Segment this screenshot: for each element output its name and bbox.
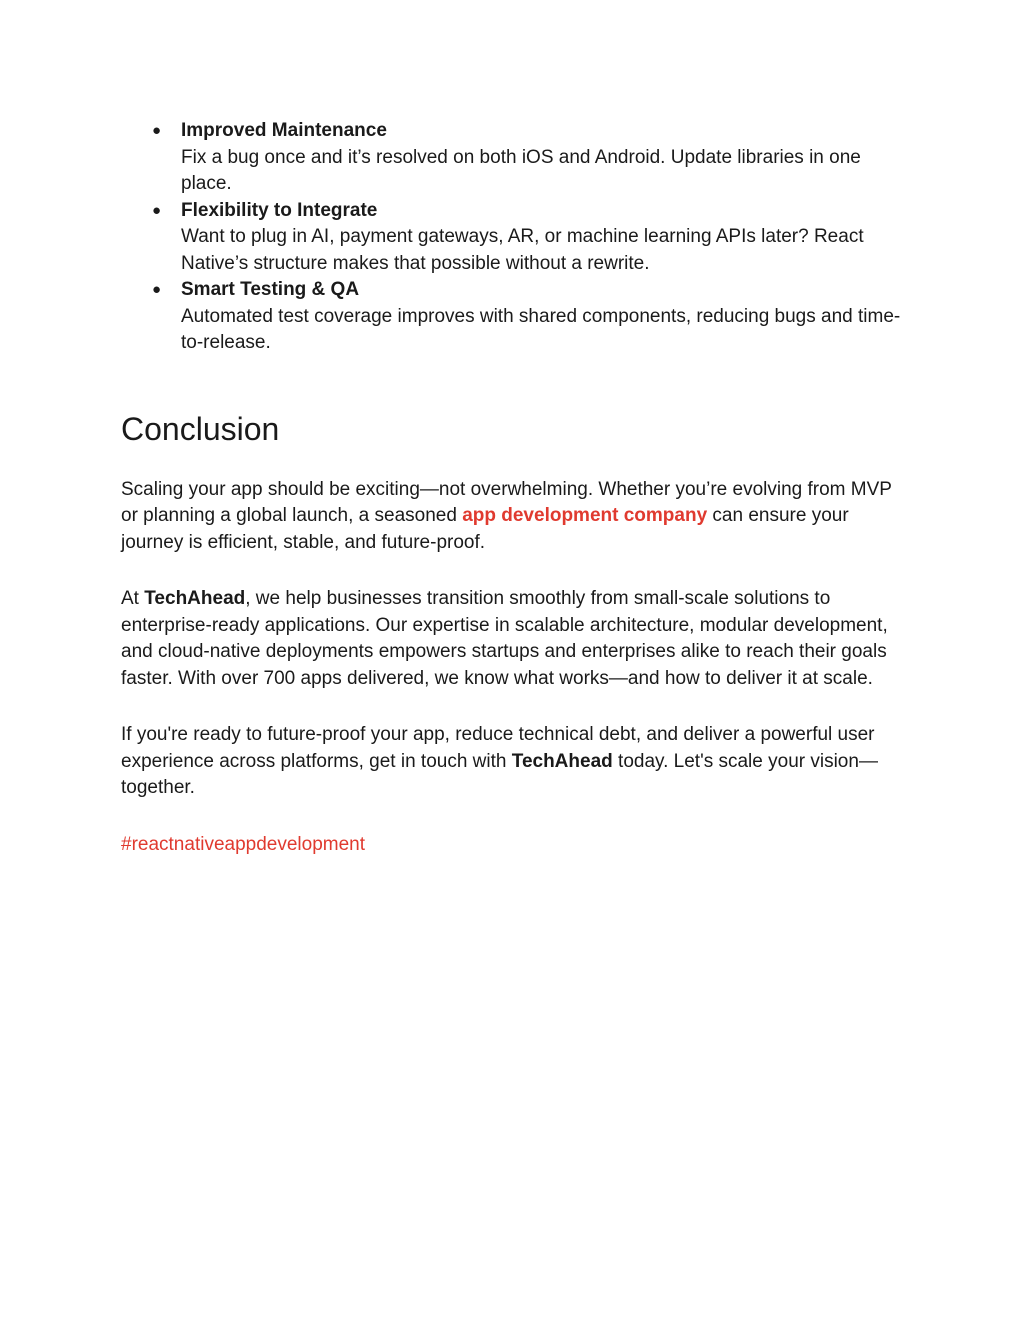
document-content [121,118,911,858]
bullet-description: Automated test coverage improves with shared components, reducing bugs and time-to-release. [181,305,901,353]
bullet-description: Fix a bug once and it’s resolved on both iOS and Android. Update libraries in one place. [181,146,861,194]
benefits-list [121,118,911,357]
brand-name: TechAhead [511,750,613,772]
paragraph-text: , we help businesses transition smoothly from small-scale solutions to enterprise-ready applications. Our expertise in scalable architecture, modular development, and cloud-native deployments empowers startups and enterprises alike to reach their goals faster. With over 700 apps delivered, we know what works—and how to deliver it at scale. [121,588,888,689]
bullet-description: Want to plug in AI, payment gateways, AR, or machine learning APIs later? React Native’s structure makes that possible without a rewrite. [181,226,864,274]
section-heading: Conclusion [121,410,280,447]
list-item [121,118,911,198]
list-item [121,277,911,357]
paragraph-text: today. Let's scale your vision—together. [121,750,878,798]
brand-name: TechAhead [144,588,246,609]
conclusion-paragraph-2 [121,586,911,692]
bullet-title: Improved Maintenance [181,120,387,141]
bullet-icon: ● [152,122,162,139]
hashtag-link[interactable]: #reactnativeappdevelopment [121,833,366,855]
list-item [121,198,911,278]
app-development-company-link[interactable]: app development company [462,505,708,526]
paragraph-text: Scaling your app should be exciting—not overwhelming. Whether you’re evolving from MVP or planning a global launch, a seasoned [121,478,892,526]
paragraph-text: If you're ready to future-proof your app, reduce technical debt, and deliver a powerful user experience across platforms, get in touch with [121,724,875,772]
paragraph-text: can ensure your journey is efficient, stable, and future-proof. [121,505,849,553]
bullet-title: Smart Testing & QA [181,279,360,300]
bullet-icon: ● [152,201,162,219]
bullet-title: Flexibility to Integrate [181,199,378,221]
conclusion-paragraph-1 [121,477,911,557]
bullet-icon: ● [152,281,162,298]
conclusion-paragraph-3 [121,722,911,802]
paragraph-text: At [121,588,145,609]
